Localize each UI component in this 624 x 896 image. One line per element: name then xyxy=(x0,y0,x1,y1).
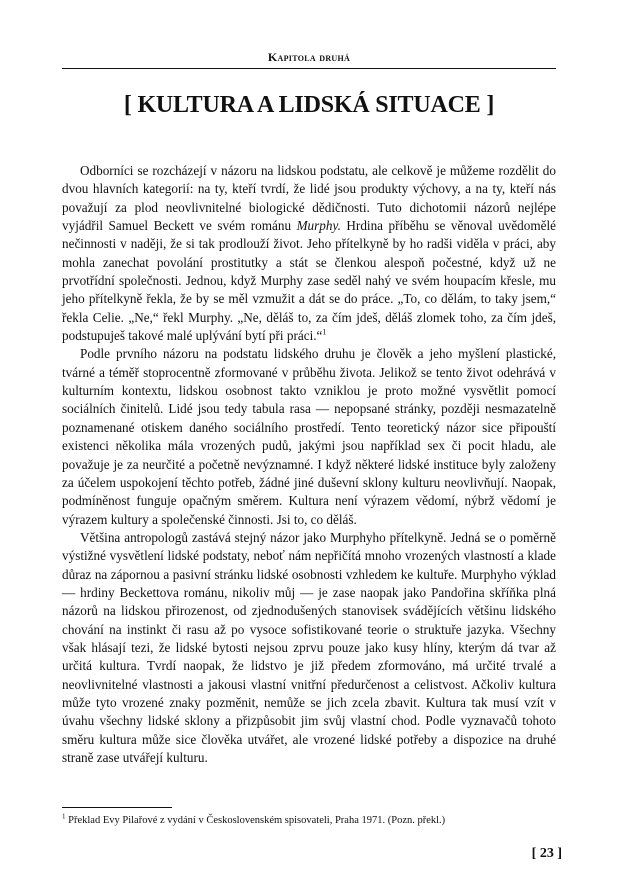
footnote xyxy=(62,814,556,828)
novel-title: Murphy. xyxy=(296,218,341,234)
paragraph-1-text-after: Hrdina příběhu se věnoval uvědomělé nečinnosti v naději, že si tak prodlouží život. Jeho přítelkyně by ho radši viděla v práci, aby mohla zanechat povolání prostitutky a stát se členkou alespoň počestné, když už ne prvotřídní společnosti. Jednou, když Murphy zase seděl nahý ve svém houpacím křesle, mu jeho přítelkyně řekla, že by se měl vzmužit a dát se do práce. „To, co dělám, to taky jsem,“ řekla Celie. „Ne,“ řekl Murphy. „Ne, děláš to, za čím jdeš, děláš zlomek toho, za čím jdeš, podstupuješ takové malé uplývání bytí při práci.“ xyxy=(62,218,556,344)
footnote-reference: 1 xyxy=(322,327,327,337)
paragraph-3: Většina antropologů zastává stejný názor jako Murphyho přítelkyně. Jedná se o poměrně výstižné vysvětlení lidské podstaty, neboť nám nepřičítá mnoho vrozených vlastností a klade důraz na zápornou a pasivní stránku lidské osobnosti vzhledem ke kultuře. Murphyho výklad — hrdiny Beckettova románu, nikoliv můj — je zase naopak jako Pandořina skříňka plná názorů na lidskou přirozenost, od zjednodušených stanovisek svádějících většinu lidského chování na instinkt či rasu až po vysoce sofistikované teorie o struktuře jazyka. Všechny však hlásají tezi, že lidské bytosti nejsou zprvu pouze jako kusy hlíny, kterým dá tvar až určitá kultura. Tvrdí naopak, že lidstvo je již předem zformováno, má určité trvalé a neovlivnitelné vlastnosti a jakousi vlastní vnitřní předurčenost a celistvost. Ačkoliv kultura může tyto vrozené znaky pozměnit, nemůže se jich zcela zbavit. Kultura tak musí vzít v úvahu všechny lidské sklony a přizpůsobit jim svůj vlastní chod. Podle vyznavačů tohoto směru kultura může sice člověka utvářet, ale vrozené lidské potřeby a dispozice na druhé straně zase utvářejí kulturu. xyxy=(62,529,556,765)
header-rule xyxy=(62,68,556,69)
paragraph-1 xyxy=(62,162,556,345)
footnote-marker: 1 xyxy=(62,812,66,821)
body-text xyxy=(62,162,556,767)
page-number: [ 23 ] xyxy=(531,846,562,861)
chapter-title: [ KULTURA A LIDSKÁ SITUACE ] xyxy=(123,92,495,118)
paragraph-2: Podle prvního názoru na podstatu lidského druhu je člověk a jeho myšlení plastické, tvárné a téměř stoprocentně zformované v průběhu života. Jelikož se tento život odehrává v kulturním kontextu, lidskou osobnost takto vzniklou je proto možné vysvětlit pomocí sociálních činitelů. Lidé jsou tedy tabula rasa — nepopsané stránky, později nesmazatelně poznamenané otiskem daného sociálního prostředí. Tento teoretický názor sice připouští existenci několika mála vrozených pudů, jakými jsou například sex či pocit hladu, ale považuje je za neurčité a početně nevýznamné. I když některé lidské instituce byly založeny za účelem uspokojení těchto potřeb, žádné jiné duševní sklony kulturu neovlivňují. Naopak, podmíněnost funguje opačným směrem. Kultura není výrazem vědomí, nýbrž vědomí je výrazem kultury a společenské činnosti. Jsi to, co děláš. xyxy=(62,346,556,527)
footnote-rule xyxy=(62,807,172,808)
running-head: Kapitola druhá xyxy=(267,50,351,64)
paragraph-1-text-before: Odborníci se rozcházejí v názoru na lidskou podstatu, ale celkově je můžeme rozdělit do dvou hlavních kategorií: na ty, kteří tvrdí, že lidé jsou produkty výchovy, a na ty, kteří nás považují za plod neovlivnitelné biologické dědičnosti. Tuto dichotomii názorů nejlépe vyjádřil Samuel Beckett ve svém románu xyxy=(62,163,556,234)
footnote-text: Překlad Evy Pilařové z vydání v Československém spisovateli, Praha 1971. (Pozn. překl.) xyxy=(68,815,446,826)
